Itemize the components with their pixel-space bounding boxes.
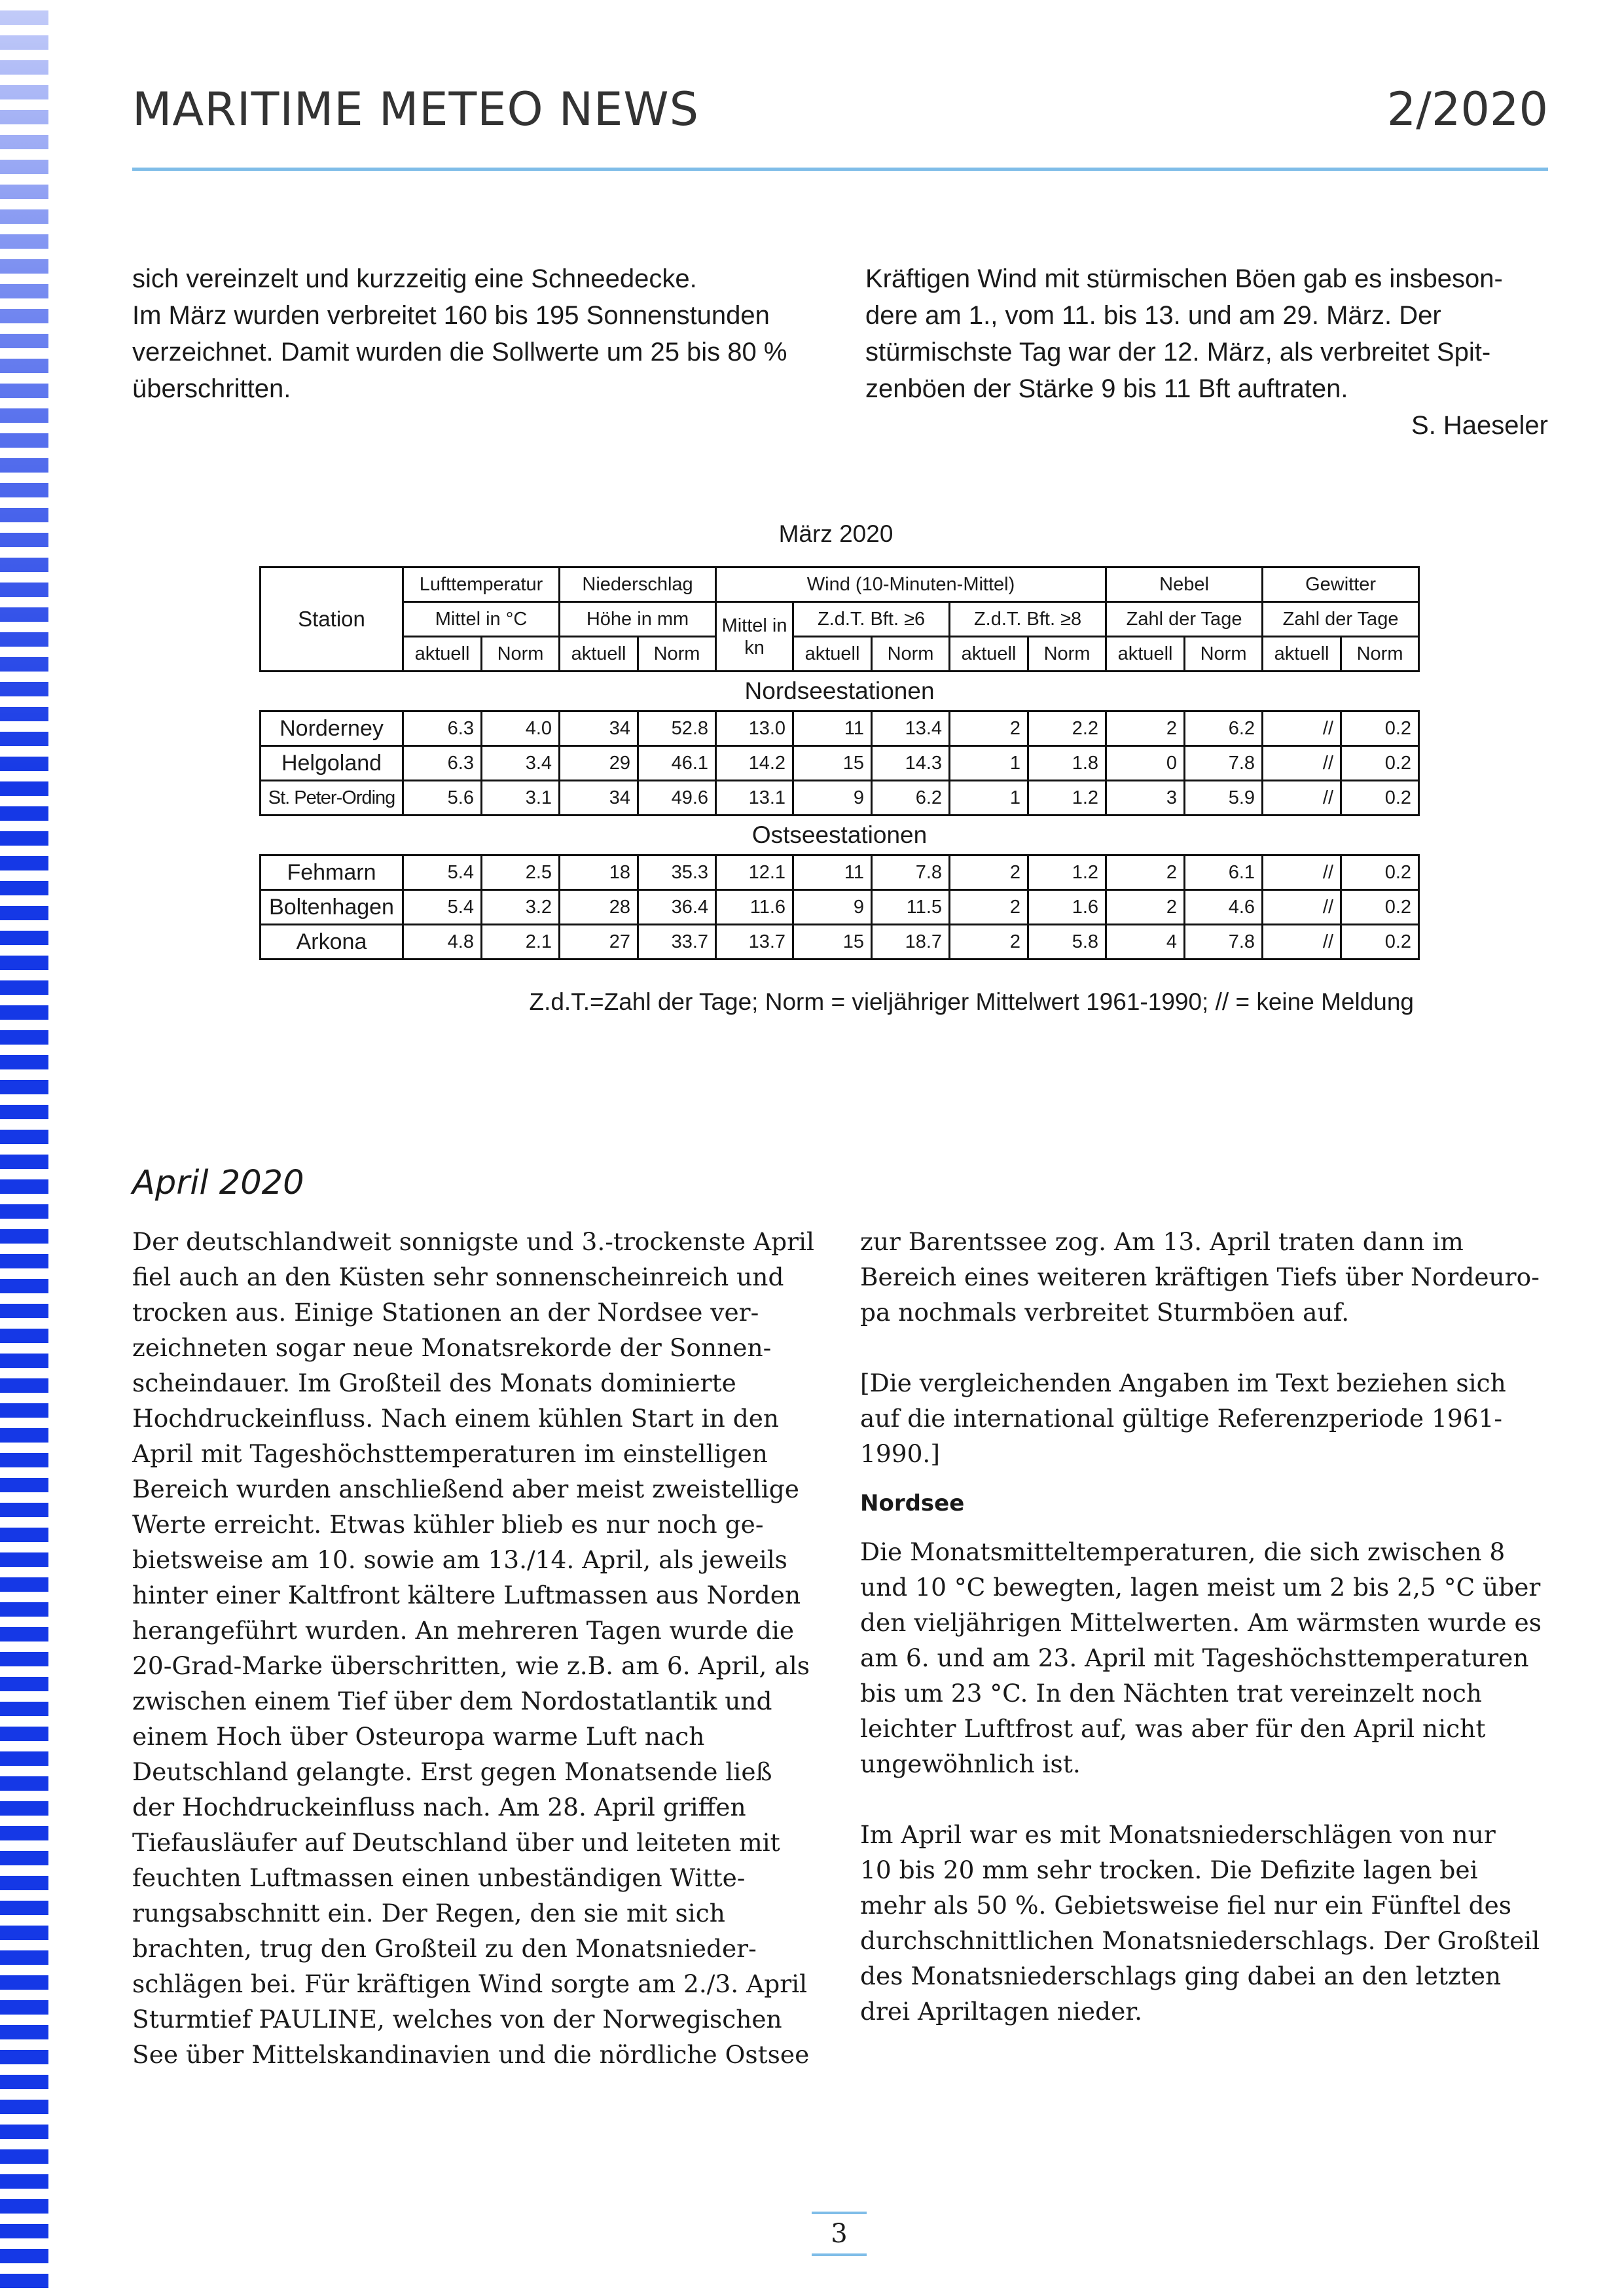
table-cell: 12.1 [716, 855, 793, 890]
col-norm: Norm [872, 637, 950, 672]
table-cell: 11.5 [872, 890, 950, 925]
text-line: schlägen bei. Für kräftigen Wind sorgte am 2./3. April [132, 1969, 808, 1998]
table-cell: 13.4 [872, 711, 950, 746]
table-cell: 0.2 [1341, 711, 1419, 746]
table-cell: 2 [950, 855, 1028, 890]
text-line: Der deutschlandweit sonnigste und 3.-trockenste April [132, 1227, 814, 1256]
table-cell: 1.2 [1028, 855, 1106, 890]
table-cell: 3.1 [482, 781, 560, 816]
table-cell: 4.6 [1185, 890, 1263, 925]
text-line: Bereich eines weiteren kräftigen Tiefs über Nordeuro- [860, 1263, 1540, 1291]
text-line: feuchten Luftmassen einen unbeständigen Witte- [132, 1863, 746, 1892]
text-line: Werte erreicht. Etwas kühler blieb es nur noch ge- [132, 1510, 764, 1539]
table-cell: 2 [1106, 890, 1185, 925]
table-cell: 36.4 [638, 890, 716, 925]
subheader-mittel-temp: Mittel in °C [403, 602, 560, 637]
text-line: fiel auch an den Küsten sehr sonnenscheinreich und [132, 1263, 784, 1291]
text-line: am 6. und am 23. April mit Tageshöchsttemperaturen [860, 1643, 1529, 1672]
text-line: zur Barentssee zog. Am 13. April traten dann im [860, 1227, 1464, 1256]
april-left-column [132, 1224, 826, 2072]
text-line: Sturmtief PAULINE, welches von der Norwegischen [132, 2005, 782, 2034]
april-right-column [860, 1224, 1554, 2029]
table-cell: 11 [793, 711, 872, 746]
table-cell: 46.1 [638, 746, 716, 781]
text-line: herangeführt wurden. An mehreren Tagen wurde die [132, 1616, 795, 1645]
text-line: verzeichnet. Damit wurden die Sollwerte um 25 bis 80 % [132, 338, 787, 367]
text-line: Deutschland gelangte. Erst gegen Monatsende ließ [132, 1757, 772, 1786]
section-header: Ostseestationen [751, 821, 928, 848]
table-cell: 13.0 [716, 711, 793, 746]
stripe-fade-overlay [0, 0, 48, 785]
text-line: Hochdruckeinfluss. Nach einem kühlen Start in den [132, 1404, 780, 1433]
table-cell: 2 [950, 890, 1028, 925]
table-cell: 34 [560, 711, 638, 746]
table-cell: 1.6 [1028, 890, 1106, 925]
text-line: mehr als 50 %. Gebietsweise fiel nur ein Fünftel des [860, 1891, 1512, 1920]
group-header-wind: Wind (10-Minuten-Mittel) [716, 567, 1106, 602]
col-norm: Norm [638, 637, 716, 672]
table-cell: 0.2 [1341, 781, 1419, 816]
table-cell: 13.1 [716, 781, 793, 816]
table-cell: 2 [950, 925, 1028, 960]
text-line: rungsabschnitt ein. Der Regen, den sie mit sich [132, 1899, 725, 1928]
table-cell: 33.7 [638, 925, 716, 960]
station-name: Fehmarn [261, 855, 403, 890]
col-aktuell: aktuell [403, 637, 482, 672]
issue-number: 2/2020 [1386, 82, 1548, 136]
col-aktuell: aktuell [793, 637, 872, 672]
text-line: Tiefausläufer auf Deutschland über und leiteten mit [132, 1828, 780, 1857]
text-line: überschritten. [132, 374, 291, 403]
subheader-nebel-tage: Zahl der Tage [1106, 602, 1263, 637]
subheader-bft6: Z.d.T. Bft. ≥6 [793, 602, 950, 637]
newsletter-title: MARITIME METEO NEWS [132, 82, 700, 136]
table-cell: 11 [793, 855, 872, 890]
text-line: brachten, trug den Großteil zu den Monatsnieder- [132, 1934, 757, 1963]
col-norm: Norm [1028, 637, 1106, 672]
text-line: dere am 1., vom 11. bis 13. und am 29. März. Der [865, 301, 1441, 330]
table-footnote: Z.d.T.=Zahl der Tage; Norm = vieljähriger Mittelwert 1961-1990; // = keine Meldung [529, 988, 1414, 1015]
table-cell: // [1263, 855, 1341, 890]
text-line: Im März wurden verbreitet 160 bis 195 Sonnenstunden [132, 301, 770, 330]
text-line: Die Monatsmitteltemperaturen, die sich zwischen 8 [860, 1537, 1506, 1566]
subheader-hoehe: Höhe in mm [560, 602, 716, 637]
text-line: hinter einer Kaltfront kältere Luftmassen aus Norden [132, 1581, 801, 1609]
table-cell: 11.6 [716, 890, 793, 925]
section-title-april: April 2020 [132, 1164, 304, 1202]
table-cell: 27 [560, 925, 638, 960]
paragraph-barentssee [860, 1224, 1554, 1330]
table-cell: 49.6 [638, 781, 716, 816]
text-line: und 10 °C bewegten, lagen meist um 2 bis 2,5 °C über [860, 1573, 1541, 1602]
table-cell: 0 [1106, 746, 1185, 781]
table-cell: 2.2 [1028, 711, 1106, 746]
text-line: stürmischste Tag war der 12. März, als verbreitet Spit- [865, 338, 1491, 367]
table-cell: 0.2 [1341, 855, 1419, 890]
text-line: bietsweise am 10. sowie am 13./14. April, als jeweils [132, 1545, 787, 1574]
table-cell: 29 [560, 746, 638, 781]
text-line: sich vereinzelt und kurzzeitig eine Schneedecke. [132, 264, 697, 293]
text-line: trocken aus. Einige Stationen an der Nordsee ver- [132, 1298, 759, 1327]
text-line: 10 bis 20 mm sehr trocken. Die Defizite lagen bei [860, 1856, 1478, 1884]
section-header: Nordseestationen [744, 677, 935, 704]
table-cell: 34 [560, 781, 638, 816]
table-cell: 7.8 [1185, 746, 1263, 781]
text-line: 20-Grad-Marke überschritten, wie z.B. am 6. April, als [132, 1651, 810, 1680]
col-aktuell: aktuell [950, 637, 1028, 672]
subheader-gewitter-tage: Zahl der Tage [1263, 602, 1419, 637]
station-name: Arkona [261, 925, 403, 960]
table-cell: 5.8 [1028, 925, 1106, 960]
table-row [261, 890, 1419, 925]
text-line: See über Mittelskandinavien und die nördliche Ostsee [132, 2040, 810, 2069]
table-cell: 6.2 [1185, 711, 1263, 746]
text-line: bis um 23 °C. In den Nächten trat vereinzelt noch [860, 1679, 1482, 1708]
group-header-nebel: Nebel [1106, 567, 1263, 602]
table-cell: 6.3 [403, 746, 482, 781]
group-header-niederschlag: Niederschlag [560, 567, 716, 602]
text-line: auf die international gültige Referenzperiode 1961- [860, 1404, 1503, 1433]
table-cell: 28 [560, 890, 638, 925]
text-line: scheindauer. Im Großteil des Monats dominierte [132, 1369, 736, 1397]
table-cell: 15 [793, 746, 872, 781]
table-cell: 35.3 [638, 855, 716, 890]
table-cell: // [1263, 890, 1341, 925]
paragraph-spacer [860, 1330, 1554, 1365]
group-header-gewitter: Gewitter [1263, 567, 1419, 602]
station-name: Helgoland [261, 746, 403, 781]
table-cell: 1 [950, 781, 1028, 816]
subheading-nordsee: Nordsee [860, 1490, 965, 1516]
table-cell: 52.8 [638, 711, 716, 746]
table-row [261, 781, 1419, 816]
subheader-bft8: Z.d.T. Bft. ≥8 [950, 602, 1106, 637]
table-cell: 2 [950, 711, 1028, 746]
table-cell: 14.3 [872, 746, 950, 781]
subheader-wind-mittel: Mittel in kn [716, 602, 793, 672]
station-header: Station [261, 567, 403, 672]
text-line: 1990.] [860, 1439, 940, 1468]
text-line: des Monatsniederschlags ging dabei an den letzten [860, 1962, 1502, 1990]
table-cell: 3 [1106, 781, 1185, 816]
table-cell: // [1263, 781, 1341, 816]
table-cell: 18 [560, 855, 638, 890]
paragraph-niederschlag [860, 1817, 1554, 2029]
paragraph-temperatur [860, 1534, 1554, 1782]
table-cell: // [1263, 711, 1341, 746]
table-cell: 5.6 [403, 781, 482, 816]
table-cell: 1.8 [1028, 746, 1106, 781]
col-norm: Norm [1185, 637, 1263, 672]
table-cell: 2.5 [482, 855, 560, 890]
table-cell: 5.9 [1185, 781, 1263, 816]
text-line: [Die vergleichenden Angaben im Text beziehen sich [860, 1369, 1506, 1397]
text-line: zeichneten sogar neue Monatsrekorde der Sonnen- [132, 1333, 772, 1362]
weather-table [259, 566, 1420, 960]
table-cell: 6.3 [403, 711, 482, 746]
table-cell: 4.8 [403, 925, 482, 960]
text-line: April mit Tageshöchsttemperaturen im einstelligen [132, 1439, 768, 1468]
table-cell: 7.8 [1185, 925, 1263, 960]
table-row [261, 925, 1419, 960]
paragraph-spacer [860, 1782, 1554, 1817]
table-cell: 6.1 [1185, 855, 1263, 890]
top-left-column [132, 260, 813, 407]
text-line: der Hochdruckeinfluss nach. Am 28. April griffen [132, 1793, 746, 1821]
table-cell: 13.7 [716, 925, 793, 960]
text-line: durchschnittlichen Monatsniederschlags. Der Großteil [860, 1926, 1540, 1955]
text-line: ungewöhnlich ist. [860, 1749, 1081, 1778]
station-name: Boltenhagen [261, 890, 403, 925]
author-signature: S. Haeseler [1411, 411, 1548, 440]
table-cell: 4.0 [482, 711, 560, 746]
col-aktuell: aktuell [1263, 637, 1341, 672]
table-cell: 3.4 [482, 746, 560, 781]
col-norm: Norm [482, 637, 560, 672]
table-cell: 2.1 [482, 925, 560, 960]
text-line: zwischen einem Tief über dem Nordostatlantik und [132, 1687, 772, 1715]
top-right-column [865, 260, 1548, 444]
page-header [132, 82, 1548, 171]
table-cell: 0.2 [1341, 925, 1419, 960]
table-cell: 2 [1106, 855, 1185, 890]
table-cell: 0.2 [1341, 890, 1419, 925]
text-line: Im April war es mit Monatsniederschlägen von nur [860, 1820, 1496, 1849]
table-cell: 5.4 [403, 890, 482, 925]
table-cell: 18.7 [872, 925, 950, 960]
text-line: einem Hoch über Osteuropa warme Luft nach [132, 1722, 705, 1751]
table-cell: // [1263, 746, 1341, 781]
table-cell: 6.2 [872, 781, 950, 816]
table-cell: 7.8 [872, 855, 950, 890]
table-cell: 2 [1106, 711, 1185, 746]
station-name: Norderney [261, 711, 403, 746]
col-aktuell: aktuell [560, 637, 638, 672]
table-cell: 1.2 [1028, 781, 1106, 816]
table-row [261, 746, 1419, 781]
table-cell: // [1263, 925, 1341, 960]
table-cell: 15 [793, 925, 872, 960]
table-cell: 4 [1106, 925, 1185, 960]
table-row [261, 711, 1419, 746]
col-norm: Norm [1341, 637, 1419, 672]
table-caption: März 2020 [778, 520, 893, 547]
table-cell: 5.4 [403, 855, 482, 890]
table-cell: 3.2 [482, 890, 560, 925]
table-cell: 1 [950, 746, 1028, 781]
table-row [261, 855, 1419, 890]
station-name: St. Peter-Ording [261, 781, 403, 816]
text-line: zenböen der Stärke 9 bis 11 Bft auftraten. [865, 374, 1348, 403]
table-cell: 0.2 [1341, 746, 1419, 781]
text-line: Bereich wurden anschließend aber meist zweistellige [132, 1475, 799, 1503]
text-line: den vieljährigen Mittelwerten. Am wärmsten wurde es [860, 1608, 1542, 1637]
text-line: drei Apriltagen nieder. [860, 1997, 1142, 2026]
page-number: 3 [812, 2212, 867, 2256]
text-line: Kräftigen Wind mit stürmischen Böen gab es insbeson- [865, 264, 1503, 293]
group-header-lufttemperatur: Lufttemperatur [403, 567, 560, 602]
col-aktuell: aktuell [1106, 637, 1185, 672]
text-line: leichter Luftfrost auf, was aber für den April nicht [860, 1714, 1486, 1743]
text-line: pa nochmals verbreitet Sturmböen auf. [860, 1298, 1350, 1327]
paragraph-referenzperiode [860, 1365, 1554, 1471]
table-cell: 14.2 [716, 746, 793, 781]
table-cell: 9 [793, 781, 872, 816]
table-cell: 9 [793, 890, 872, 925]
